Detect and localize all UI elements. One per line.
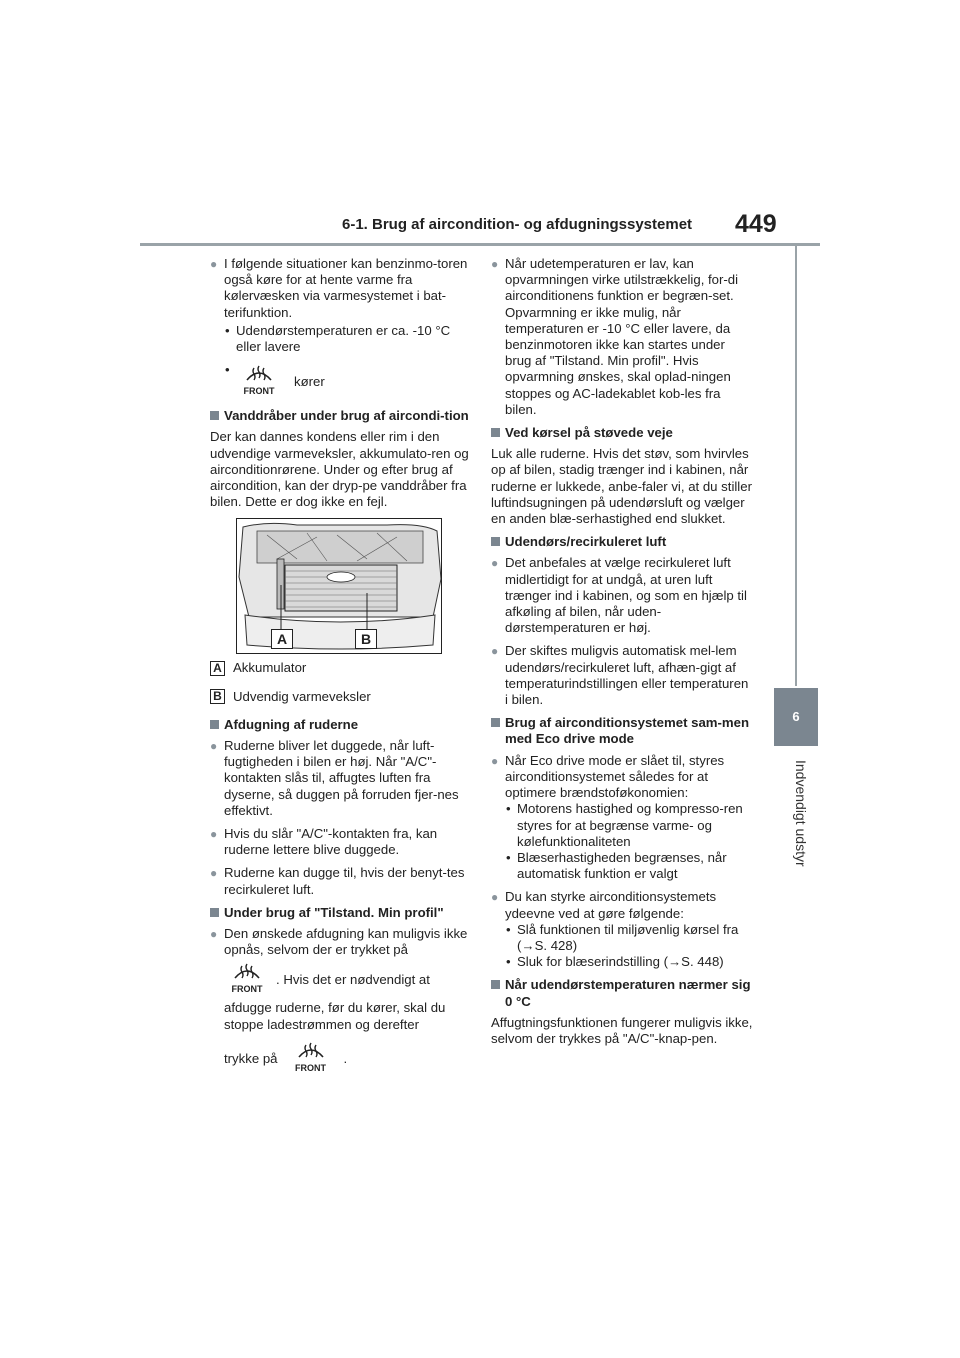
paragraph-dehumidify: Affugtningsfunktionen fungerer muligvis ikke, selvom der trykkes på "A/C"-knap-pen. xyxy=(491,1014,753,1046)
heading-my-profile: Under brug af "Tilstand. Min profil" xyxy=(210,905,472,921)
sub-item-runs-text: kører xyxy=(294,374,325,390)
heading-near-zero: Når udendørstemperaturen nærmer sig 0 °C xyxy=(491,977,753,1009)
bullet-improve-ac: ● Du kan styrke airconditionsystemets ydeevne ved at gøre følgende: xyxy=(491,889,753,921)
sub-item-blower-limit: • Blæserhastigheden begrænses, når automatisk funktion er valgt xyxy=(491,850,753,882)
front-label: FRONT xyxy=(231,984,263,995)
heading-defogging: Afdugning af ruderne xyxy=(210,717,472,733)
engine-bay-figure xyxy=(236,518,442,654)
heading-water-drops: Vanddråber under brug af aircondi-tion xyxy=(210,408,472,424)
bullet-ac-dehumidify: ● Ruderne bliver let duggede, når luft-fugtigheden i bilen er høj. Når "A/C"-kontakten slås til, affugtes luften fra dyserne, så duggen på forruden fjer-nes effektivt. xyxy=(210,738,472,819)
front-label: FRONT xyxy=(295,1062,327,1073)
front-defroster-icon xyxy=(288,1039,334,1079)
defog-continuation: afdugge ruderne, før du kører, skal du stoppe ladestrømmen og derefter xyxy=(224,1000,446,1032)
press-end: . xyxy=(343,1050,348,1066)
heading-eco-drive: Brug af airconditionsystemet sam-men med Eco drive mode xyxy=(491,715,753,747)
engine-bay-illustration xyxy=(237,519,442,654)
legend-accumulator-text: Akkumulator xyxy=(233,660,307,676)
front-label: • FRONT xyxy=(243,386,275,397)
bullet-defog-profile: ● Den ønskede afdugning kan muligvis ikke opnås, selvom der er trykket på xyxy=(210,926,472,958)
figure-label-b: B xyxy=(355,629,377,649)
bullet-recirculated: ● Ruderne kan dugge til, hvis der benyt-tes recirkuleret luft. xyxy=(210,865,472,897)
legend-accumulator xyxy=(210,660,472,676)
heading-outside-recirc: Udendørs/recirkuleret luft xyxy=(491,534,753,550)
sub-item-temperature: • Udendørstemperaturen er ca. -10 °C eller lavere xyxy=(210,323,472,355)
heading-dusty-roads: Ved kørsel på støvede veje xyxy=(491,425,753,441)
sub-item-defroster xyxy=(210,362,472,402)
legend-heat-exchanger xyxy=(210,689,472,705)
badge-b: B xyxy=(210,689,225,704)
side-rule xyxy=(795,246,797,686)
defroster-inline-row xyxy=(210,960,472,1000)
bullet-battery-mode: ● I følgende situationer kan benzinmo-toren også køre for at hente varme fra kølervæsken via varmesystemet i bat-terifunktion. xyxy=(210,256,472,321)
chapter-tab: 6 xyxy=(774,688,818,746)
front-defroster-icon xyxy=(236,362,282,402)
defog-press-row xyxy=(210,1039,472,1079)
right-column xyxy=(491,256,753,1054)
front-defroster-icon xyxy=(224,960,270,1000)
header-title: 6-1. Brug af aircondition- og afdugningssystemet xyxy=(342,216,693,233)
chapter-label: Indvendigt udstyr xyxy=(793,760,809,867)
header-rule xyxy=(140,243,820,246)
bullet-eco-drive: ● Når Eco drive mode er slået til, styres airconditionsystemet således for at optimere brændstoføkonomien: xyxy=(491,753,753,802)
figure-label-a: A xyxy=(271,629,293,649)
badge-a: A xyxy=(210,661,225,676)
page-number: 449 xyxy=(735,210,777,238)
bullet-ac-off: ● Hvis du slår "A/C"-kontakten fra, kan ruderne lettere blive duggede. xyxy=(210,826,472,858)
bullet-auto-switch: ● Der skiftes muligvis automatisk mel-lem udendørs/recirkuleret luft, afhæn-gigt af temperaturindstillingen eller temperaturen i bilen. xyxy=(491,643,753,708)
sub-item-blower-off: • Sluk for blæserindstilling (→S. 448) xyxy=(491,954,753,970)
defog-after-icon-text: . Hvis det er nødvendigt at xyxy=(276,972,430,988)
paragraph-condensation: Der kan dannes kondens eller rim i den udvendige varmeveksler, akkumulato-ren og airconditionrørene. Under og efter brug af aircondition, kan der dryp-pe vanddråber fra bilen. Dette er dog ikke en fejl. xyxy=(210,429,469,510)
bullet-recirc-recommend: ● Det anbefales at vælge recirkuleret luft midlertidigt for at undgå, at uren luft trænger ind i kabinen, og som en hjælp til afkøling af bilen, når uden-dørstemperaturen er høj. xyxy=(491,555,753,636)
paragraph-dusty-roads: Luk alle ruderne. Hvis det støv, som hvirvles op af bilen, stadig trænger ind i kabinen, når ruderne er lukkede, anbe-faler vi, at du stiller luftindsugningen på udendørsluft og vælger en anden blæ-serhastighed end slukket. xyxy=(491,446,752,527)
left-column xyxy=(210,256,472,1085)
sub-item-eco-off: • Slå funktionen til miljøvenlig kørsel fra (→S. 428) xyxy=(491,922,753,954)
sub-item-engine-speed: • Motorens hastighed og kompresso-ren styres for at begrænse varme- og kølefunktionaliteten xyxy=(491,801,753,850)
bullet-low-temp-heating: ● Når udetemperaturen er lav, kan opvarmningen virke utilstrækkelig, for-di airconditionens funktion er begræn-set. Opvarmning er ikke mulig, når temperaturen er -10 °C eller lavere, da benzinmotoren ikke kan startes under brug af "Tilstand. Min profil". Hvis opvarmning ønskes, skal oplad-ningen stoppes og AC-ladekablet kob-les fra bilen. xyxy=(491,256,753,418)
legend-heat-exchanger-text: Udvendig varmeveksler xyxy=(233,688,371,704)
press-text: trykke på xyxy=(224,1050,278,1066)
